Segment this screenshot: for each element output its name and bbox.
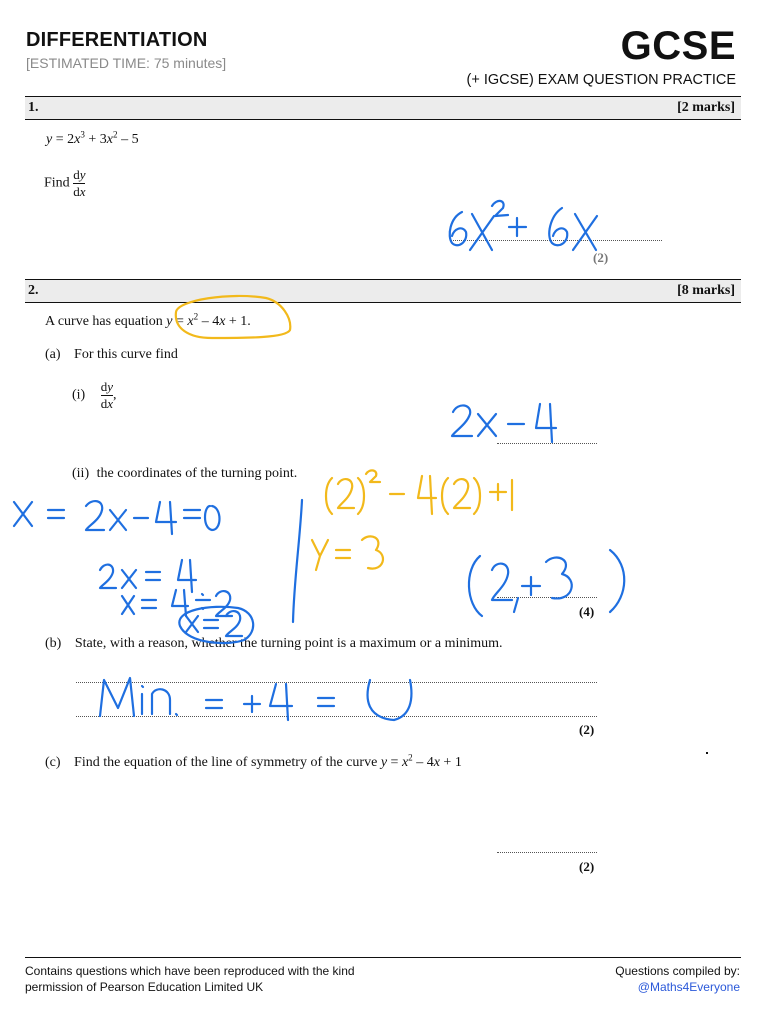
worksheet-subtitle: (+ IGCSE) EXAM QUESTION PRACTICE [466, 72, 736, 88]
q2b-answer-line-1 [76, 682, 597, 683]
question-1-number: 1. [28, 100, 39, 115]
q2aii-answer-line [497, 597, 597, 598]
q2aii-line [72, 466, 297, 482]
q2ai-answer-line [497, 443, 597, 444]
q2aii-mark-label: (4) [579, 604, 595, 619]
footer-credits [615, 963, 740, 995]
q2-curve-equation: $y = x^2 - 4x + 1$. [166, 311, 251, 329]
worksheet-title: DIFFERENTIATION [26, 29, 208, 51]
q2b-answer-line-2 [76, 716, 597, 717]
q2c-answer-line [497, 852, 597, 853]
q1-handwritten-answer [450, 201, 597, 250]
q2aii-substitution-working [312, 470, 512, 570]
q1-find-line [44, 168, 85, 198]
q2b-line [45, 636, 503, 652]
q1-answer-line [450, 240, 662, 241]
q2ai-line: (i) $\frac{dy}{dx}$ , [72, 379, 117, 411]
q2b-mark-label: (2) [579, 722, 595, 737]
q2b-handwritten-answer [100, 678, 411, 720]
q2c-equation: $y = x^2 - 4x + 1$ [380, 752, 462, 770]
question-2-bar [25, 279, 741, 303]
q1-equation: $y = 2x^3 + 3x^2 - 5$ [46, 129, 139, 147]
footer-author-handle-link[interactable]: @Maths4Everyone [637, 980, 740, 994]
q2aii-handwritten-answer [469, 550, 624, 616]
q1-find-label: Find [44, 175, 70, 191]
question-2-marks: [8 marks] [677, 283, 735, 298]
q1-dydx-fraction: $\frac{dy}{dx}$ [73, 167, 86, 199]
q2b-text: State, with a reason, whether the turning point is a maximum or a minimum. [74, 636, 503, 651]
q2-intro-line [45, 311, 251, 330]
q2aii-label: (ii) [72, 466, 90, 481]
gcse-badge: GCSE [620, 24, 736, 68]
footer-rule [25, 957, 741, 958]
footer-copyright [25, 963, 425, 995]
q2c-mark-label: (2) [579, 859, 595, 874]
q2ai-label: (i) [72, 387, 86, 403]
stray-dot [706, 752, 708, 754]
footer-compiled-by: Questions compiled by: [615, 964, 740, 978]
question-1-marks: [2 marks] [677, 100, 735, 115]
q2a-text: For this curve find [74, 347, 178, 362]
q2c-line [45, 752, 462, 771]
q2ai-dydx-fraction: $\frac{dy}{dx}$ [100, 379, 113, 411]
q2a-label: (a) [45, 347, 61, 362]
estimated-time: [ESTIMATED TIME: 75 minutes] [26, 55, 227, 71]
q2-intro-text: A curve has equation [45, 314, 163, 329]
q2a-line [45, 347, 178, 363]
footer-left-line-2: permission of Pearson Education Limited UK [25, 980, 264, 994]
q2c-label: (c) [45, 755, 61, 770]
q2b-label: (b) [45, 636, 62, 651]
q1-mark-label: (2) [593, 250, 609, 265]
question-2-number: 2. [28, 283, 39, 298]
q2aii-text: the coordinates of the turning point. [96, 466, 298, 481]
footer-left-line-1: Contains questions which have been reproduced with the kind [25, 964, 355, 978]
q2aii-handwritten-working [14, 500, 302, 643]
q2ai-handwritten-answer [452, 404, 556, 442]
q2c-text: Find the equation of the line of symmetry of the curve [74, 755, 378, 770]
question-1-bar [25, 96, 741, 120]
